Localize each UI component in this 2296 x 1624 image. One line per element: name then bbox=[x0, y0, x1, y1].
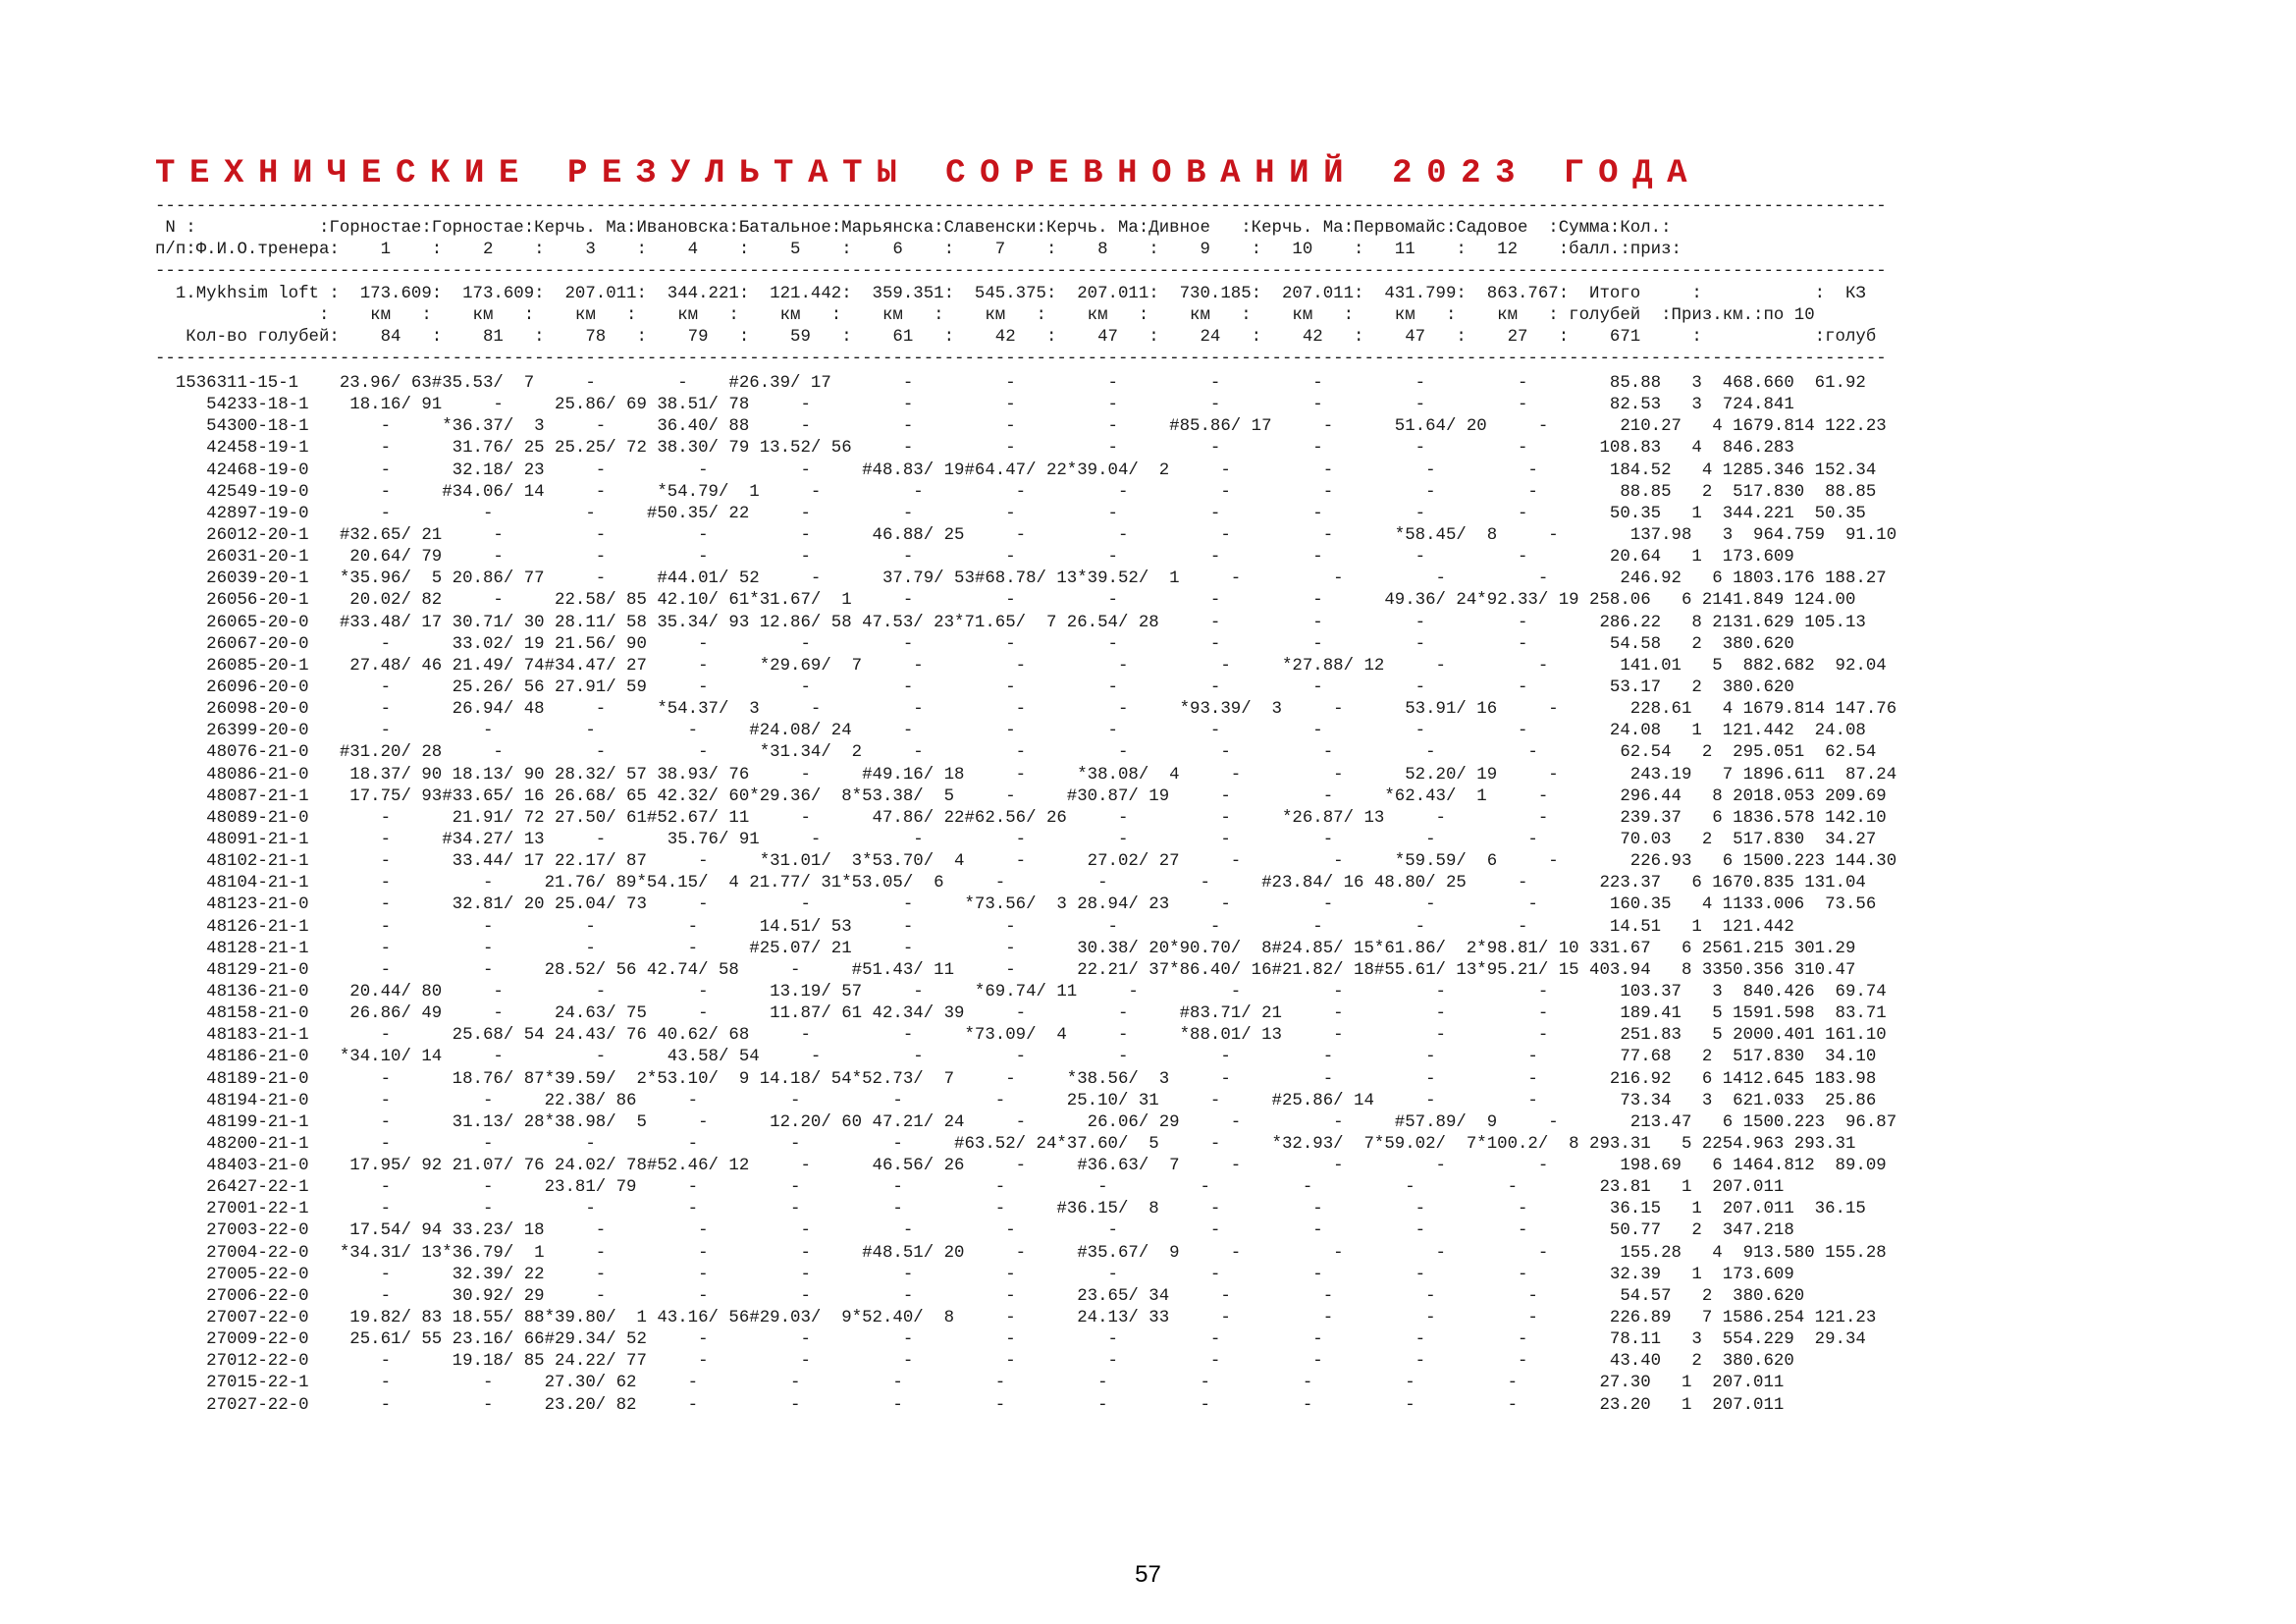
table-row: 42549-19-0 - #34.06/ 14 - *54.79/ 1 - - - - - - - - 88.85 2 517.830 88.85 bbox=[155, 482, 1877, 502]
table-row: 26427-22-1 - - 23.81/ 79 - - - - - - - - - 23.81 1 207.011 bbox=[155, 1178, 1785, 1198]
table-row: 27005-22-0 - 32.39/ 22 - - - - - - - - - - 32.39 1 173.609 bbox=[155, 1265, 1794, 1284]
table-row: 48186-21-0 *34.10/ 14 - - 43.58/ 54 - - - - - - - - 77.68 2 517.830 34.10 bbox=[155, 1048, 1877, 1067]
header-line: п/п:Ф.И.О.тренера: 1 : 2 : 3 : 4 : 5 : 6 : 7 : 8 : 9 : 10 : 11 : 12 :балл.:приз: bbox=[155, 241, 1682, 260]
table-row: 48086-21-0 18.37/ 90 18.13/ 90 28.32/ 57 38.93/ 76 - #49.16/ 18 - *38.08/ 4 - - 52.20/ 19 - 243.19 7 1896.611 87.24 bbox=[155, 765, 1897, 785]
table-row: 42458-19-1 - 31.76/ 25 25.25/ 72 38.30/ 79 13.52/ 56 - - - - - - - 108.83 4 846.283 bbox=[155, 439, 1794, 459]
table-row: 27015-22-1 - - 27.30/ 62 - - - - - - - - - 27.30 1 207.011 bbox=[155, 1374, 1785, 1393]
table-row: 26067-20-0 - 33.02/ 19 21.56/ 90 - - - - - - - - - 54.58 2 380.620 bbox=[155, 634, 1794, 654]
table-row: 48123-21-0 - 32.81/ 20 25.04/ 73 - - - *73.56/ 3 28.94/ 23 - - - - 160.35 4 1133.006 73.56 bbox=[155, 895, 1877, 915]
results-table-body bbox=[155, 373, 1896, 1417]
table-row: 48126-21-1 - - - - 14.51/ 53 - - - - - - - 14.51 1 121.442 bbox=[155, 917, 1794, 937]
table-row: 26096-20-0 - 25.26/ 56 27.91/ 59 - - - - - - - - - 53.17 2 380.620 bbox=[155, 677, 1794, 697]
table-row: 54300-18-1 - *36.37/ 3 - 36.40/ 88 - - - - #85.86/ 17 - 51.64/ 20 - 210.27 4 1679.814 122.23 bbox=[155, 417, 1887, 437]
table-row: 1536311-15-1 23.96/ 63#35.53/ 7 - - #26.39/ 17 - - - - - - - 85.88 3 468.660 61.92 bbox=[155, 374, 1866, 393]
header-rule: ------------------------------------------------------------------------------------------------------------------------------------------------------------------------- bbox=[155, 197, 1887, 216]
table-row: 48136-21-0 20.44/ 80 - - - 13.19/ 57 - *69.74/ 11 - - - - - 103.37 3 840.426 69.74 bbox=[155, 982, 1887, 1001]
table-row: 26098-20-0 - 26.94/ 48 - *54.37/ 3 - - - - *93.39/ 3 - 53.91/ 16 - 228.61 4 1679.814 147.76 bbox=[155, 700, 1897, 720]
table-row: 27007-22-0 19.82/ 83 18.55/ 88*39.80/ 1 43.16/ 56#29.03/ 9*52.40/ 8 - 24.13/ 33 - - - - 226.89 7 1586.254 121.23 bbox=[155, 1309, 1877, 1328]
table-row: 26065-20-0 #33.48/ 17 30.71/ 30 28.11/ 58 35.34/ 93 12.86/ 58 47.53/ 23*71.65/ 7 26.54/ 28 - - - - 286.22 8 2131.629 105.13 bbox=[155, 613, 1866, 632]
page-number: 57 bbox=[1135, 1561, 1161, 1588]
header-rule: ------------------------------------------------------------------------------------------------------------------------------------------------------------------------- bbox=[155, 349, 1887, 368]
table-row: 26056-20-1 20.02/ 82 - 22.58/ 85 42.10/ 61*31.67/ 1 - - - - - 49.36/ 24*92.33/ 19 258.06 6 2141.849 124.00 bbox=[155, 591, 1856, 611]
header-line: 1.Mykhsim loft : 173.609: 173.609: 207.011: 344.221: 121.442: 359.351: 545.375: 207.011: 730.185: 207.011: 431.799: 863.767: Итого : : КЗ bbox=[155, 284, 1866, 303]
table-row: 48076-21-0 #31.20/ 28 - - - *31.34/ 2 - - - - - - - 62.54 2 295.051 62.54 bbox=[155, 743, 1877, 763]
table-row: 48200-21-1 - - - - - - #63.52/ 24*37.60/ 5 - *32.93/ 7*59.02/ 7*100.2/ 8 293.31 5 2254.963 293.31 bbox=[155, 1134, 1856, 1154]
table-row: 48403-21-0 17.95/ 92 21.07/ 76 24.02/ 78#52.46/ 12 - 46.56/ 26 - #36.63/ 7 - - - - 198.69 6 1464.812 89.09 bbox=[155, 1157, 1887, 1176]
table-row: 27009-22-0 25.61/ 55 23.16/ 66#29.34/ 52 - - - - - - - - - 78.11 3 554.229 29.34 bbox=[155, 1330, 1866, 1350]
header-line: Кол-во голубей: 84 : 81 : 78 : 79 : 59 : 61 : 42 : 47 : 24 : 42 : 47 : 27 : 671 : :голуб bbox=[155, 327, 1877, 347]
table-row: 48129-21-0 - - 28.52/ 56 42.74/ 58 - #51.43/ 11 - 22.21/ 37*86.40/ 16#21.82/ 18#55.61/ 13*95.21/ 15 403.94 8 3350.356 310.47 bbox=[155, 960, 1856, 980]
header-line: N : :Горностае:Горностае:Керчь. Ма:Ивановска:Батальное:Марьянска:Славенски:Керчь. Ма:Дивное :Керчь. Ма:Первомайс:Садовое :Сумма:Кол.: bbox=[155, 219, 1672, 239]
header-line: : км : км : км : км : км : км : км : км : км : км : км : км : голубей :Приз.км.:по 10 bbox=[155, 305, 1815, 325]
table-row: 48189-21-0 - 18.76/ 87*39.59/ 2*53.10/ 9 14.18/ 54*52.73/ 7 - *38.56/ 3 - - - - 216.92 6 1412.645 183.98 bbox=[155, 1069, 1877, 1089]
table-row: 26399-20-0 - - - - #24.08/ 24 - - - - - - - 24.08 1 121.442 24.08 bbox=[155, 722, 1866, 741]
results-table-header bbox=[155, 196, 1887, 370]
table-row: 27027-22-0 - - 23.20/ 82 - - - - - - - - - 23.20 1 207.011 bbox=[155, 1395, 1785, 1415]
page-title: ТЕХНИЧЕСКИЕ РЕЗУЛЬТАТЫ СОРЕВНОВАНИЙ 2023 ГОДА bbox=[155, 155, 1702, 192]
table-row: 26012-20-1 #32.65/ 21 - - - - 46.88/ 25 - - - - *58.45/ 8 - 137.98 3 964.759 91.10 bbox=[155, 525, 1897, 545]
table-row: 48183-21-1 - 25.68/ 54 24.43/ 76 40.62/ 68 - - *73.09/ 4 - *88.01/ 13 - - - 251.83 5 2000.401 161.10 bbox=[155, 1026, 1887, 1046]
table-row: 48194-21-0 - - 22.38/ 86 - - - - 25.10/ 31 - #25.86/ 14 - - 73.34 3 621.033 25.86 bbox=[155, 1091, 1877, 1110]
table-row: 26085-20-1 27.48/ 46 21.49/ 74#34.47/ 27 - *29.69/ 7 - - - - *27.88/ 12 - - 141.01 5 882.682 92.04 bbox=[155, 656, 1887, 676]
table-row: 48091-21-1 - #34.27/ 13 - 35.76/ 91 - - - - - - - - 70.03 2 517.830 34.27 bbox=[155, 830, 1877, 849]
header-rule: ------------------------------------------------------------------------------------------------------------------------------------------------------------------------- bbox=[155, 262, 1887, 282]
table-row: 42468-19-0 - 32.18/ 23 - - - #48.83/ 19#64.47/ 22*39.04/ 2 - - - - 184.52 4 1285.346 152.34 bbox=[155, 460, 1877, 480]
table-row: 48158-21-0 26.86/ 49 - 24.63/ 75 - 11.87/ 61 42.34/ 39 - - #83.71/ 21 - - - 189.41 5 1591.598 83.71 bbox=[155, 1004, 1887, 1024]
table-row: 27003-22-0 17.54/ 94 33.23/ 18 - - - - - - - - - - 50.77 2 347.218 bbox=[155, 1221, 1794, 1241]
table-row: 48089-21-0 - 21.91/ 72 27.50/ 61#52.67/ 11 - 47.86/ 22#62.56/ 26 - - *26.87/ 13 - - 239.37 6 1836.578 142.10 bbox=[155, 808, 1887, 828]
table-row: 48128-21-1 - - - - #25.07/ 21 - - 30.38/ 20*90.70/ 8#24.85/ 15*61.86/ 2*98.81/ 10 331.67 6 2561.215 301.29 bbox=[155, 939, 1856, 958]
table-row: 26031-20-1 20.64/ 79 - - - - - - - - - - - 20.64 1 173.609 bbox=[155, 548, 1794, 568]
table-row: 26039-20-1 *35.96/ 5 20.86/ 77 - #44.01/ 52 - 37.79/ 53#68.78/ 13*39.52/ 1 - - - - 246.92 6 1803.176 188.27 bbox=[155, 569, 1887, 589]
table-row: 42897-19-0 - - - #50.35/ 22 - - - - - - - - 50.35 1 344.221 50.35 bbox=[155, 504, 1866, 523]
table-row: 48087-21-1 17.75/ 93#33.65/ 16 26.68/ 65 42.32/ 60*29.36/ 8*53.38/ 5 - #30.87/ 19 - - *62.43/ 1 - 296.44 8 2018.053 209.69 bbox=[155, 786, 1887, 806]
table-row: 27006-22-0 - 30.92/ 29 - - - - - 23.65/ 34 - - - - 54.57 2 380.620 bbox=[155, 1286, 1805, 1306]
table-row: 48199-21-1 - 31.13/ 28*38.98/ 5 - 12.20/ 60 47.21/ 24 - 26.06/ 29 - - #57.89/ 9 - 213.47 6 1500.223 96.87 bbox=[155, 1112, 1897, 1132]
table-row: 48102-21-1 - 33.44/ 17 22.17/ 87 - *31.01/ 3*53.70/ 4 - 27.02/ 27 - - *59.59/ 6 - 226.93 6 1500.223 144.30 bbox=[155, 852, 1897, 872]
table-row: 54233-18-1 18.16/ 91 - 25.86/ 69 38.51/ 78 - - - - - - - - 82.53 3 724.841 bbox=[155, 396, 1794, 415]
table-row: 27001-22-1 - - - - - - - #36.15/ 8 - - - - 36.15 1 207.011 36.15 bbox=[155, 1200, 1866, 1219]
table-row: 48104-21-1 - - 21.76/ 89*54.15/ 4 21.77/ 31*53.05/ 6 - - - #23.84/ 16 48.80/ 25 - 223.37 6 1670.835 131.04 bbox=[155, 874, 1866, 893]
table-row: 27004-22-0 *34.31/ 13*36.79/ 1 - - - #48.51/ 20 - #35.67/ 9 - - - - 155.28 4 913.580 155.28 bbox=[155, 1243, 1887, 1263]
table-row: 27012-22-0 - 19.18/ 85 24.22/ 77 - - - - - - - - - 43.40 2 380.620 bbox=[155, 1352, 1794, 1372]
